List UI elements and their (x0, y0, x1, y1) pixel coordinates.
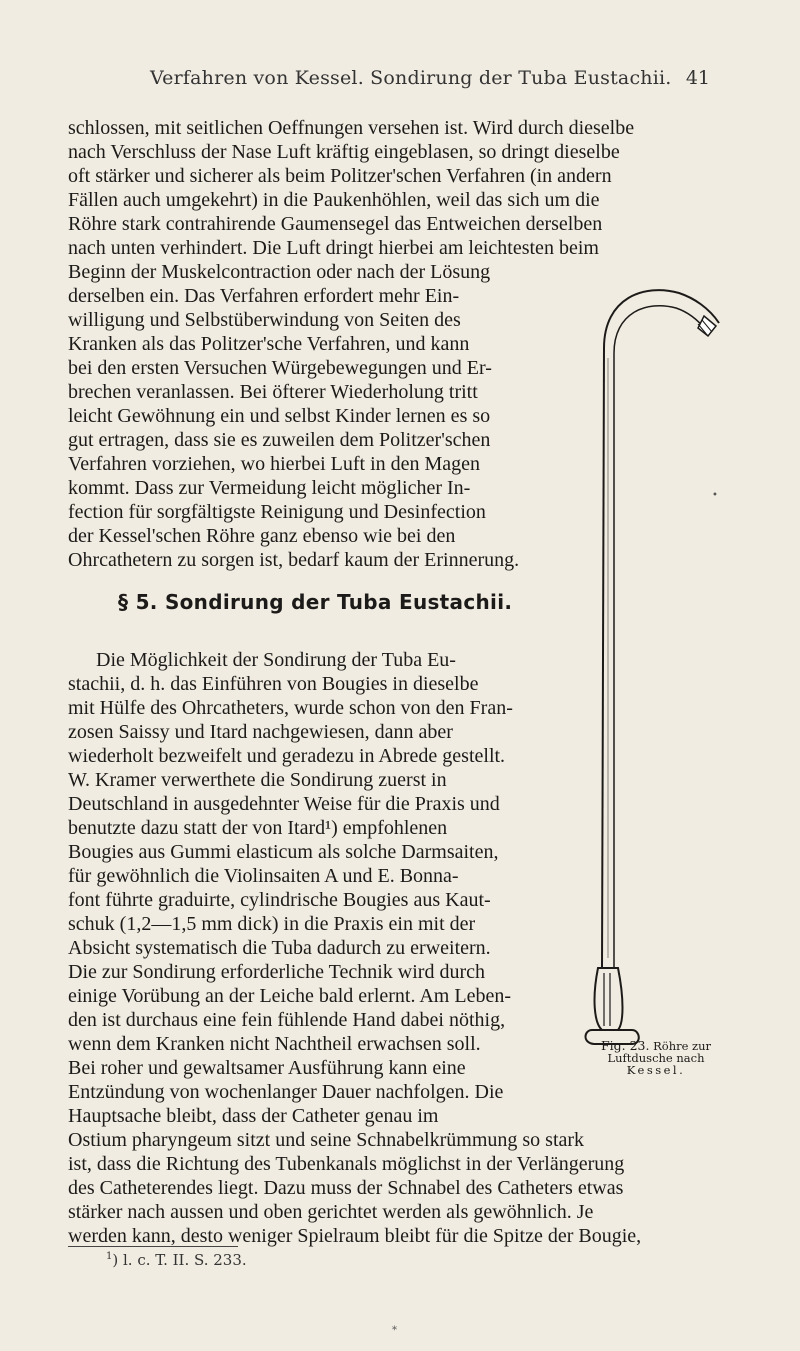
text-line: Ohrcathetern zu sorgen ist, bedarf kaum der Erinnerung. (68, 549, 520, 571)
text-line: stachii, d. h. das Einführen von Bougies in dieselbe (68, 673, 479, 695)
text-line: ist, dass die Richtung des Tubenkanals möglichst in der Verlängerung (68, 1153, 625, 1175)
text-line: für gewöhnlich die Violinsaiten A und E. Bonna- (68, 865, 459, 887)
text-line: benutzte dazu statt der von Itard¹) empfohlenen (68, 817, 448, 839)
text-line: Deutschland in ausgedehnter Weise für die Praxis und (68, 793, 500, 815)
figure-caption-line: Röhre zur (653, 1039, 712, 1053)
text-line: Bei roher und gewaltsamer Ausführung kann eine (68, 1057, 466, 1079)
text-line: Ostium pharyngeum sitzt und seine Schnabelkrümmung so stark (68, 1129, 585, 1151)
running-header (150, 67, 710, 97)
text-line: schlossen, mit seitlichen Oeffnungen versehen ist. Wird durch dieselbe (68, 117, 635, 139)
text-line: gut ertragen, dass sie es zuweilen dem Politzer'schen (68, 429, 491, 451)
paragraph-sondirung-narrow (68, 648, 584, 1128)
text-line: Fällen auch umgekehrt) in die Paukenhöhlen, weil das sich um die (68, 189, 600, 211)
text-line: oft stärker und sicherer als beim Politzer'schen Verfahren (in andern (68, 165, 612, 187)
print-speck: • (712, 490, 718, 501)
text-line: fection für sorgfältigste Reinigung und Desinfection (68, 501, 486, 523)
text-line: bei den ersten Versuchen Würgebewegungen und Er- (68, 357, 492, 379)
text-line: W. Kramer verwerthete die Sondirung zuerst in (68, 769, 447, 791)
text-line: stärker nach aussen und oben gerichtet werden als gewöhnlich. Je (68, 1201, 594, 1223)
text-line: kommt. Dass zur Vermeidung leicht möglicher In- (68, 477, 471, 499)
text-line: Entzündung von wochenlanger Dauer nachfolgen. Die (68, 1081, 504, 1103)
text-line: Verfahren vorziehen, wo hierbei Luft in den Magen (68, 453, 481, 475)
text-line: Beginn der Muskelcontraction oder nach der Lösung (68, 261, 491, 283)
footnote-text: ) l. c. T. II. S. 233. (112, 1251, 247, 1269)
text-line: derselben ein. Das Verfahren erfordert mehr Ein- (68, 285, 460, 307)
text-line: wenn dem Kranken nicht Nachtheil erwachsen soll. (68, 1033, 481, 1055)
text-line: nach Verschluss der Nase Luft kräftig eingeblasen, so dringt dieselbe (68, 141, 620, 163)
text-line: brechen veranlassen. Bei öfterer Wiederholung tritt (68, 381, 478, 403)
text-line: mit Hülfe des Ohrcatheters, wurde schon von den Fran- (68, 697, 513, 719)
text-line: Die zur Sondirung erforderliche Technik wird durch (68, 961, 485, 983)
kessel-tube-illustration (584, 278, 724, 1048)
running-title: Verfahren von Kessel. Sondirung der Tuba Eustachii. (150, 67, 672, 89)
text-line: wiederholt bezweifelt und geradezu in Abrede gestellt. (68, 745, 506, 767)
text-line: werden kann, desto weniger Spielraum bleibt für die Spitze der Bougie, (68, 1225, 642, 1247)
figure-label: Fig. 23. (600, 1038, 650, 1053)
text-line: nach unten verhindert. Die Luft dringt hierbei am leichtesten beim (68, 237, 599, 259)
text-line: Bougies aus Gummi elasticum als solche Darmsaiten, (68, 841, 499, 863)
text-line: leicht Gewöhnung ein und selbst Kinder lernen es so (68, 405, 491, 427)
text-line: font führte graduirte, cylindrische Bougies aus Kaut- (68, 889, 491, 911)
page-number: 41 (685, 67, 710, 89)
text-line: willigung und Selbstüberwindung von Seiten des (68, 309, 461, 331)
text-line: schuk (1,2—1,5 mm dick) in die Praxis ein mit der (68, 913, 476, 935)
text-line: Absicht systematisch die Tuba dadurch zu erweitern. (68, 937, 491, 959)
section-heading: § 5. Sondirung der Tuba Eustachii. (118, 590, 513, 614)
footnote-marker: 1 (106, 1251, 113, 1262)
text-line: einige Vorübung an der Leiche bald erlernt. Am Leben- (68, 985, 511, 1007)
text-line: des Catheterendes liegt. Dazu muss der Schnabel des Catheters etwas (68, 1177, 624, 1199)
figure-caption-line: Luftdusche nach (607, 1051, 705, 1065)
paragraph-sondirung-wide (68, 1128, 712, 1248)
text-line: Kranken als das Politzer'sche Verfahren, und kann (68, 333, 470, 355)
text-line: Röhre stark contrahirende Gaumensegel das Entweichen derselben (68, 213, 603, 235)
print-speck: * (392, 1325, 397, 1336)
footnote (106, 1251, 247, 1269)
text-line: der Kessel'schen Röhre ganz ebenso wie bei den (68, 525, 456, 547)
text-line: Hauptsache bleibt, dass der Catheter genau im (68, 1105, 439, 1127)
paragraph-continuation-narrow (68, 260, 584, 572)
text-line: Die Möglichkeit der Sondirung der Tuba Eu- (96, 649, 456, 671)
paragraph-continuation-wide (68, 116, 712, 260)
text-line: den ist durchaus eine fein fühlende Hand dabei nöthig, (68, 1009, 506, 1031)
figure-caption-line: Kessel. (626, 1063, 686, 1077)
figure-caption (598, 1040, 714, 1076)
footnote-rule (68, 1246, 238, 1247)
text-line: zosen Saissy und Itard nachgewiesen, dann aber (68, 721, 453, 743)
